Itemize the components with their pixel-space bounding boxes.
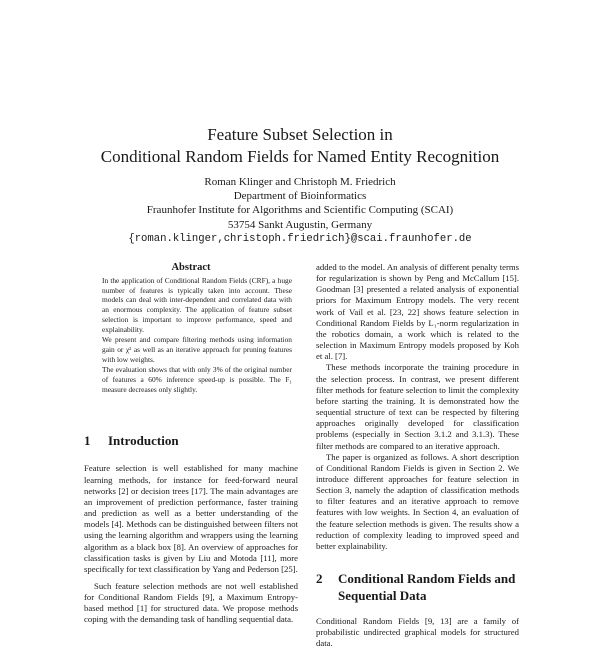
title-line-1: Feature Subset Selection in (207, 125, 393, 144)
methods-paragraph: These methods incorporate the training procedure in the selection process. In contrast, we present different filter methods for feature selection to limit the complexity before starting the training. It is demonstrated how the sequential structure of text can be respected by filtering approaches originally developed for classification problems (especially in Section 3.1.2 and 3.1.3). These filter methods are compared to an iterative approach. (316, 362, 519, 451)
abstract-paragraph-2: We present and compare filtering methods using information gain or χ² as well as an iterative approach for pruning features with low weights. (102, 335, 292, 364)
left-column (84, 262, 298, 626)
author-institute: Fraunhofer Institute for Algorithms and Scientific Computing (SCAI) (146, 204, 454, 217)
section-2-heading (316, 570, 519, 604)
title-line-2: Conditional Random Fields for Named Entity Recognition (100, 147, 500, 166)
section-1-heading (84, 433, 298, 449)
author-emails: {roman.klinger,christoph.friedrich}@scai.fraunhofer.de (128, 232, 472, 245)
abstract-spacer (84, 395, 298, 433)
intro-paragraph-1: Feature selection is well established for many machine learning methods, for instance for feed-forward neural networks [2] or decision trees [17]. The main advantages are an improvement of prediction performance, faster training and prediction as well as a better understanding of the models [4]. Methods can be distinguished between filters not using the learning algorithm and wrappers using the learning algorithm as a black box [8]. An overview of approaches for classification tasks is given by Liu and Motoda [11], more specifically for text classification by Yang and Pederson [25]. (84, 463, 298, 574)
right-column-body (316, 262, 519, 552)
author-block (0, 175, 600, 246)
abstract-paragraph-1: In the application of Conditional Random Fields (CRF), a huge number of features is typically taken into account. These models can deal with inter-dependent and correlated data with an enormous complexity. The application of feature subset selection is important to improve performance, speed and explainability. (102, 276, 292, 334)
section-1-body (84, 463, 298, 625)
section-2-body-spacer (316, 604, 519, 616)
section-2-heading-line-1 (316, 570, 519, 587)
abstract-heading: Abstract (171, 262, 211, 273)
abstract-body (102, 276, 292, 394)
related-work-paragraph: added to the model. An analysis of different penalty terms for regularization is shown by Peng and McCallum [15]. Goodman [3] presented a related analysis of exponential priors for Maximum Entropy models. The very recent work of Vail et al. [23, 22] shows feature selection in Conditional Random Fields by L₁-norm regularization in the robotics domain, a work which is related to the selection in Maximum Entropy models proposed by Koh et al. [7]. (316, 262, 519, 362)
right-column (316, 262, 519, 650)
section-1-title: Introduction (108, 433, 179, 449)
organization-paragraph: The paper is organized as follows. A short description of Conditional Random Fields is given in Section 2. We introduce different approaches for feature selection in Section 3, namely the adaption of classification methods to filter features and an iterative approach to remove features with low weights. In Section 4, an evaluation of the feature selection methods is given. The results show a reduction of complexity leading to improved speed and better explainability. (316, 451, 519, 551)
crf-paragraph: Conditional Random Fields [9, 13] are a family of probabilistic undirected graphical models for structured data. (316, 616, 519, 649)
section-1-number: 1 (84, 433, 91, 449)
paper-title (0, 124, 600, 168)
intro-paragraph-2: Such feature selection methods are not well established for Conditional Random Fields [9], a Maximum Entropy-based method [1] for structured data. We propose methods coping with the demanding task of handling sequential data. (84, 581, 298, 625)
section-2-spacer (316, 552, 519, 570)
section-1-spacer (84, 449, 298, 463)
section-2-body (316, 616, 519, 649)
author-department: Department of Bioinformatics (233, 190, 367, 203)
abstract-paragraph-3: The evaluation shows that with only 3% of the original number of features a 60% inference speed-up is possible. The F₁ measure decreases only slightly. (102, 365, 292, 394)
author-address: 53754 Sankt Augustin, Germany (227, 218, 373, 231)
section-2-title-line-2: Sequential Data (338, 588, 427, 604)
section-2-number: 2 (316, 571, 323, 587)
section-2-title-line-1: Conditional Random Fields and (338, 571, 516, 587)
author-names: Roman Klinger and Christoph M. Friedrich (204, 176, 396, 188)
